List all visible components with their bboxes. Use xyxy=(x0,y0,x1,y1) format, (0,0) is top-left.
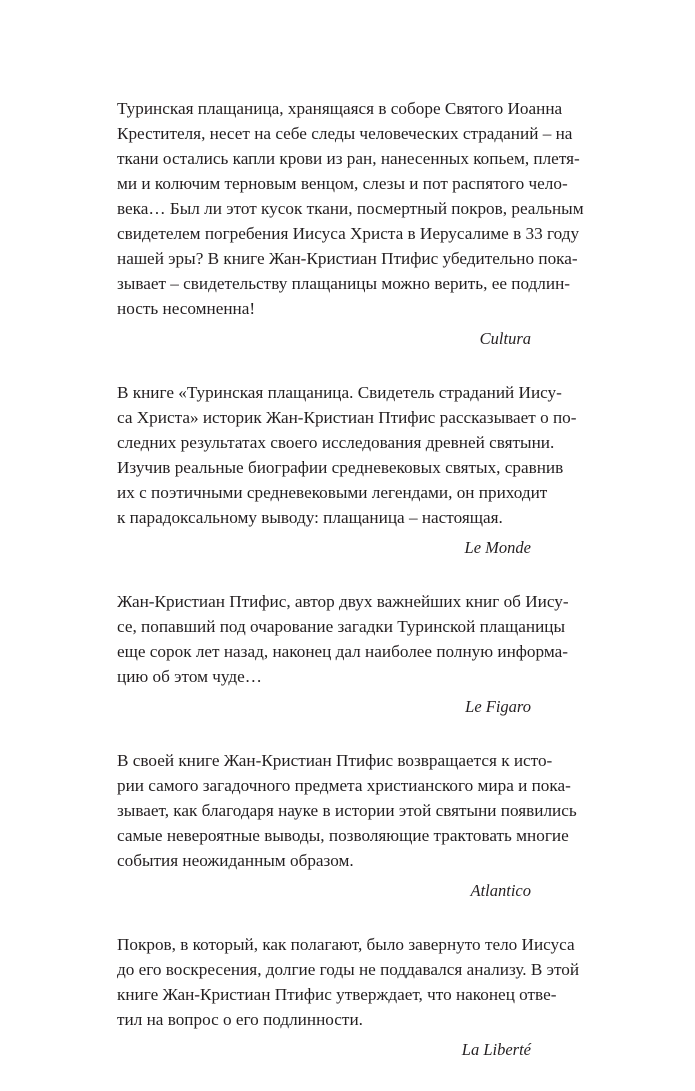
review-line: самые невероятные выводы, позволяющие трактовать многие xyxy=(117,826,569,845)
review-line: Покров, в который, как полагают, было завернуто тело Иисуса xyxy=(117,935,575,954)
review-line: следних результатах своего исследования древней святыни. xyxy=(117,433,555,452)
review-line: зывает, как благодаря науке в истории этой святыни появились xyxy=(117,801,577,820)
review-line: до его воскресения, долгие годы не поддавался анализу. В этой xyxy=(117,960,580,979)
review-line: к парадоксальному выводу: плащаница – настоящая. xyxy=(117,508,503,527)
review-line: ми и колючим терновым венцом, слезы и пот распятого чело- xyxy=(117,174,568,193)
review-text xyxy=(117,932,580,1032)
review-line: ткани остались капли крови из ран, нанесенных копьем, плетя- xyxy=(117,149,580,168)
reviews-page xyxy=(117,96,584,1091)
review-atlantico xyxy=(117,748,577,903)
review-line: Изучив реальные биографии средневековых святых, сравнив xyxy=(117,458,564,477)
review-line: Туринская плащаница, хранящаяся в соборе Святого Иоанна xyxy=(117,99,563,118)
review-line: се, попавший под очарование загадки Туринской плащаницы xyxy=(117,617,566,636)
review-line: нашей эры? В книге Жан-Кристиан Птифис убедительно пока- xyxy=(117,249,578,268)
review-line: события неожиданным образом. xyxy=(117,851,354,870)
review-source: Atlantico xyxy=(470,881,531,900)
review-source: Le Monde xyxy=(464,538,531,557)
review-line: книге Жан-Кристиан Птифис утверждает, что наконец отве- xyxy=(117,985,557,1004)
review-line: В своей книге Жан-Кристиан Птифис возвращается к исто- xyxy=(117,751,553,770)
review-line: тил на вопрос о его подлинности. xyxy=(117,1010,363,1029)
review-line: В книге «Туринская плащаница. Свидетель страданий Иису- xyxy=(117,383,562,402)
review-text xyxy=(117,96,584,321)
review-line: зывает – свидетельству плащаницы можно верить, ее подлин- xyxy=(117,274,570,293)
review-la-liberte xyxy=(117,932,580,1062)
review-source: La Liberté xyxy=(461,1040,531,1059)
review-cultura xyxy=(117,96,584,351)
review-line: цию об этом чуде… xyxy=(117,667,262,686)
review-line: ность несомненна! xyxy=(117,299,256,318)
review-le-monde xyxy=(117,380,577,560)
review-le-figaro xyxy=(117,589,569,719)
review-source: Cultura xyxy=(479,329,531,348)
review-line: рии самого загадочного предмета христианского мира и пока- xyxy=(117,776,571,795)
review-line: свидетелем погребения Иисуса Христа в Иерусалиме в 33 году xyxy=(117,224,580,243)
review-text xyxy=(117,589,569,689)
review-line: их с поэтичными средневековыми легендами, он приходит xyxy=(117,483,548,502)
review-text xyxy=(117,380,577,530)
review-line: Крестителя, несет на себе следы человеческих страданий – на xyxy=(117,124,573,143)
review-line: са Христа» историк Жан-Кристиан Птифис рассказывает о по- xyxy=(117,408,577,427)
review-line: Жан-Кристиан Птифис, автор двух важнейших книг об Иису- xyxy=(117,592,569,611)
review-source: Le Figaro xyxy=(465,697,531,716)
review-line: века… Был ли этот кусок ткани, посмертный покров, реальным xyxy=(117,199,584,218)
review-text xyxy=(117,748,577,873)
review-line: еще сорок лет назад, наконец дал наиболее полную информа- xyxy=(117,642,568,661)
